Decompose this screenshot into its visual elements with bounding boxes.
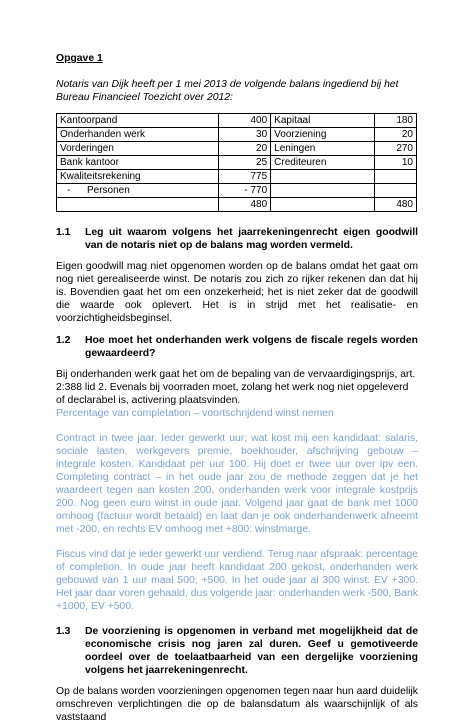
question-text: Hoe moet het onderhanden werk volgens de fiscale regels worden gewaardeerd?: [85, 335, 418, 359]
table-row: [57, 170, 417, 184]
liability-value: 20: [375, 128, 417, 142]
liability-label: [271, 170, 375, 184]
asset-label: [57, 198, 219, 212]
intro-paragraph: Notaris van Dijk heeft per 1 mei 2013 de volgende balans ingediend bij het Bureau Financieel Toezicht over 2012:: [56, 79, 399, 103]
asset-label: Kwaliteitsrekening: [57, 170, 219, 184]
answer-1-1: Eigen goodwill mag niet opgenomen worden op de balans omdat het gaat om nog niet gerealiseerde winst. De notaris zou zich zo rijker rekenen dan dat hij is. Bovendien gaat het om een onzekerheid; het is niet zeker dat de goodwill die waarde ook oplevert. Het is in strijd met het realisatie- en voorzichtigheidsbeginsel.: [56, 261, 418, 324]
question-1-1: [56, 226, 418, 252]
question-number: 1.2: [56, 335, 71, 346]
asset-value: 20: [218, 142, 270, 156]
question-text: Leg uit waarom volgens het jaarrekeningenrecht eigen goodwill van de notaris niet op de balans mag worden vermeld.: [85, 227, 418, 251]
liability-label: Voorziening: [271, 128, 375, 142]
table-row: [57, 184, 417, 198]
asset-value: 400: [218, 114, 270, 128]
asset-value: 775: [218, 170, 270, 184]
answer-1-2: Bij onderhanden werk gaat het om de bepaling van de vervaardigingsprijs, art. 2:388 lid 2. Evenals bij voorraden moet, zolang het werk nog niet opgeleverd of declarabel is, activering plaatsvinden.: [56, 369, 416, 406]
document-heading: Opgave 1: [56, 53, 103, 64]
liability-value: [375, 170, 417, 184]
liability-label: [271, 198, 375, 212]
note-completion: Percentage van completation – voortschrijdend winst nemen: [56, 408, 334, 419]
note-fiscus: Fiscus vind dat je ieder gewerkt uur verdiend. Terug naar afspraak: percentage of completion. In oude jaar heeft kandidaat 200 gekost, onderhanden werk gebouwd van 1 uur maal 500; +500. In het oude jaar al 300 winst: EV +300. Het jaar daar voren gehaald, dus volgende jaar: onderhanden werk -500, Bank +1000, EV +500.: [56, 549, 418, 612]
asset-label: Kantoorpand: [57, 114, 219, 128]
question-1-3: [56, 625, 418, 677]
liability-value: 180: [375, 114, 417, 128]
note-contract: Contract in twee jaar. Ieder gewerkt uur; wat kost mij een kandidaat: salaris, sociale lasten, werkgevers premie, boekhouder, afschrijving gebouw – integrale kosten. Kandidaat per uur 100. Hij doet er twee uur over ipv een. Completing contract – in het oude jaar zou de methode zeggen dat je het waardeert tegen aan kosten 200, onderhanden werk voor integrale kostprijs 200. Nog geen euro winst in oude jaar. Volgend jaar gaat de bank met 1000 omhoog (factuur wordt betaald) en laat dan je ook onderhandenwerk afneemt met -200, en rechts EV omhoog met +800: winstmarge.: [56, 433, 418, 535]
liability-label: Leningen: [271, 142, 375, 156]
balance-table: [56, 113, 417, 212]
liability-label: Crediteuren: [271, 156, 375, 170]
asset-label: - Personen: [57, 184, 219, 198]
table-row: [57, 156, 417, 170]
answer-1-3: Op de balans worden voorzieningen opgenomen tegen naar hun aard duidelijk omschreven verplichtingen die op de balansdatum als waarschijnlijk of als vaststaand: [56, 686, 418, 723]
table-row: [57, 128, 417, 142]
table-row: [57, 114, 417, 128]
liability-value: 10: [375, 156, 417, 170]
asset-value: 25: [218, 156, 270, 170]
table-row: [57, 198, 417, 212]
liability-total: 480: [375, 198, 417, 212]
question-1-2: [56, 334, 418, 360]
asset-value: - 770: [218, 184, 270, 198]
question-text: De voorziening is opgenomen in verband met mogelijkheid dat de economische crisis nog jaren zal duren. Geef u gemotiveerde oordeel over de toelaatbaarheid van een dergelijke voorziening volgens het jaarrekeningenrecht.: [85, 626, 418, 676]
asset-total: 480: [218, 198, 270, 212]
question-number: 1.3: [56, 626, 71, 637]
asset-label: Bank kantoor: [57, 156, 219, 170]
liability-label: Kapitaal: [271, 114, 375, 128]
liability-value: 270: [375, 142, 417, 156]
liability-label: [271, 184, 375, 198]
asset-label: Vorderingen: [57, 142, 219, 156]
asset-label: Onderhanden werk: [57, 128, 219, 142]
table-row: [57, 142, 417, 156]
liability-value: [375, 184, 417, 198]
question-number: 1.1: [56, 227, 71, 238]
asset-value: 30: [218, 128, 270, 142]
